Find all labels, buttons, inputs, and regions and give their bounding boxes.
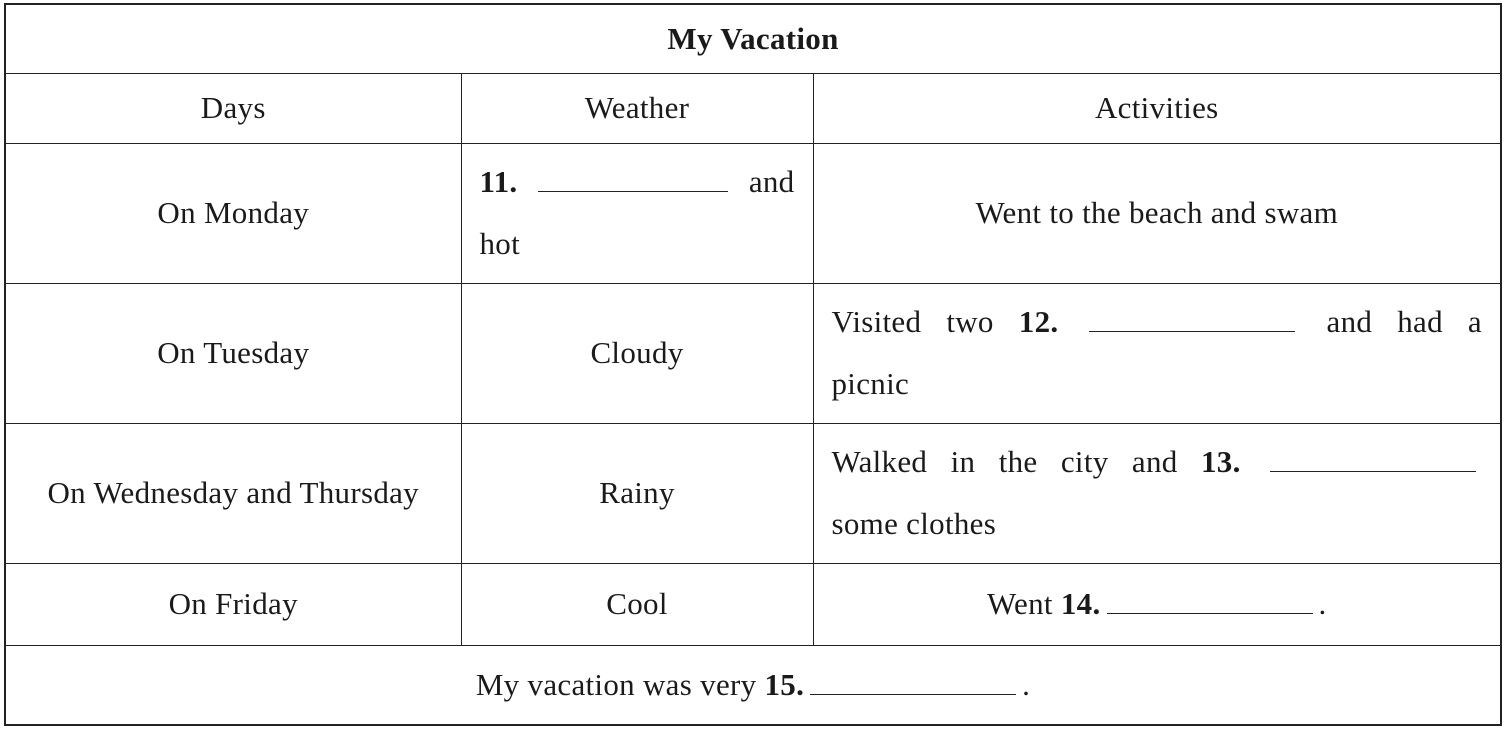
answer-blank-14[interactable] <box>1107 613 1313 614</box>
question-number: 12. <box>1018 304 1059 339</box>
header-days: Days <box>5 73 461 143</box>
table-title: My Vacation <box>5 4 1501 73</box>
header-row <box>5 73 1501 143</box>
weather-cell <box>461 143 813 283</box>
activity-cell: Went to the beach and swam <box>813 143 1501 283</box>
day-cell: On Friday <box>5 563 461 645</box>
weather-cell: Rainy <box>461 423 813 563</box>
activity-before-text: Walked in the city and <box>831 444 1178 479</box>
activity-after-text: and had a <box>1326 304 1482 339</box>
weather-line-1 <box>480 151 795 213</box>
question-number: 15. <box>764 666 805 702</box>
footer-cell <box>5 645 1501 725</box>
question-number: 13. <box>1200 444 1241 479</box>
table-row <box>5 563 1501 645</box>
answer-blank-15[interactable] <box>810 694 1016 695</box>
activity-line-2: some clothes <box>831 506 997 541</box>
footer-after-text: . <box>1022 666 1031 702</box>
table-row <box>5 283 1501 423</box>
day-cell: On Monday <box>5 143 461 283</box>
weather-cell: Cloudy <box>461 283 813 423</box>
activity-cell <box>813 563 1501 645</box>
weather-line-2: hot <box>479 226 521 261</box>
title-row <box>5 4 1501 73</box>
header-activities: Activities <box>813 73 1501 143</box>
answer-blank-12[interactable] <box>1089 331 1295 332</box>
weather-cell: Cool <box>461 563 813 645</box>
activity-before-text: Visited two <box>831 304 994 339</box>
footer-before-text: My vacation was very <box>475 666 757 702</box>
activity-after-text: . <box>1318 586 1327 621</box>
answer-blank-13[interactable] <box>1270 471 1476 472</box>
table-row <box>5 423 1501 563</box>
question-number: 11. <box>479 164 518 199</box>
activity-before-text: Went <box>986 586 1053 621</box>
day-cell: On Tuesday <box>5 283 461 423</box>
table-row <box>5 143 1501 283</box>
activity-cell <box>813 283 1501 423</box>
footer-row <box>5 645 1501 725</box>
header-weather: Weather <box>461 73 813 143</box>
activity-line-2: picnic <box>831 366 910 401</box>
activity-cell <box>813 423 1501 563</box>
day-cell: On Wednesday and Thursday <box>5 423 461 563</box>
weather-after-text: and <box>748 164 795 199</box>
answer-blank-11[interactable] <box>538 191 728 192</box>
activity-line-1 <box>832 431 1483 493</box>
vacation-table <box>4 3 1502 726</box>
activity-line-1 <box>832 291 1483 353</box>
question-number: 14. <box>1060 586 1101 621</box>
